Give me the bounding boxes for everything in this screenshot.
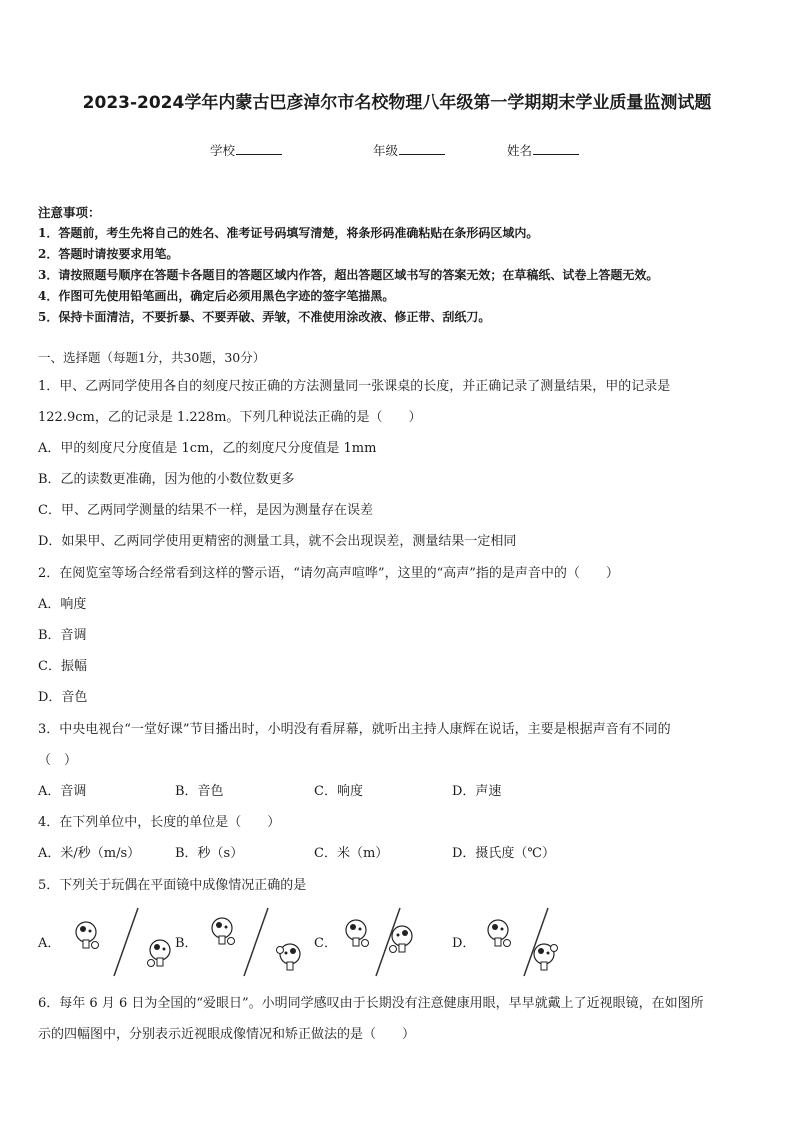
question-3-stem: 3．中央电视台“一堂好课”节目播出时，小明没有看屏幕，就听出主持人康辉在说话，主要是根据声音有不同的 [38, 722, 671, 737]
grade-label: 年级 [373, 143, 399, 158]
page-title: 2023-2024学年内蒙古巴彦淖尔市名校物理八年级第一学期期末学业质量监测试题 [82, 93, 712, 113]
question-3-option-a[interactable]: A．音调 [38, 784, 87, 799]
note-item: 3．请按照题号顺序在答题卡各题目的答题区域内作答，超出答题区域书写的答案无效；在草稿纸、试卷上答题无效。 [38, 268, 659, 282]
question-4-option-b[interactable]: B．秒（s） [175, 846, 244, 861]
mirror-figure-d[interactable] [478, 906, 588, 978]
name-blank[interactable] [533, 142, 579, 155]
question-5-option-a-label[interactable]: A． [38, 936, 61, 951]
question-4-stem: 4．在下列单位中，长度的单位是（ ） [38, 815, 281, 830]
question-5-stem: 5．下列关于玩偶在平面镜中成像情况正确的是 [38, 878, 307, 893]
question-4-option-d[interactable]: D．摄氏度（℃） [452, 846, 555, 861]
toy-object-icon [488, 920, 511, 947]
notes-title: 注意事项： [38, 205, 101, 220]
section-title: 一、选择题（每题1分，共30题，30分） [38, 350, 266, 365]
grade-field[interactable] [373, 141, 445, 159]
toy-object-icon [76, 922, 99, 949]
toy-image-icon [534, 944, 558, 970]
grade-blank[interactable] [399, 142, 445, 155]
question-5-option-b-label[interactable]: B． [175, 936, 198, 951]
school-field[interactable] [210, 141, 282, 159]
question-5-option-d-label[interactable]: D． [452, 936, 476, 951]
question-1-stem: 1．甲、乙两同学使用各自的刻度尺按正确的方法测量同一张课桌的长度，并正确记录了测量结果，甲的记录是 [38, 379, 671, 394]
question-1-option-c[interactable]: C．甲、乙两同学测量的结果不一样，是因为测量存在误差 [38, 503, 373, 518]
question-4-option-c[interactable]: C．米（m） [314, 846, 389, 861]
toy-image-icon [277, 944, 301, 970]
school-label: 学校 [210, 143, 236, 158]
note-item: 1．答题前，考生先将自己的姓名、准考证号码填写清楚，将条形码准确粘贴在条形码区域内。 [38, 226, 539, 240]
question-2-option-b[interactable]: B．音调 [38, 628, 87, 643]
question-2-option-a[interactable]: A．响度 [38, 597, 87, 612]
question-2-option-d[interactable]: D．音色 [38, 690, 88, 705]
question-6-stem-cont: 示的四幅图中，分别表示近视眼成像情况和矫正做法的是（ ） [38, 1027, 416, 1042]
question-2-stem: 2．在阅览室等场合经常看到这样的警示语，“请勿高声喧哗”，这里的“高声”指的是声音中的（ ） [38, 566, 619, 581]
question-5-option-c-label[interactable]: C． [314, 936, 337, 951]
note-item: 2．答题时请按要求用笔。 [38, 247, 179, 261]
note-item: 5．保持卡面清洁，不要折暴、不要弄破、弄皱，不准使用涂改液、修正带、刮纸刀。 [38, 310, 491, 324]
school-blank[interactable] [236, 142, 282, 155]
mirror-figure-b[interactable] [204, 906, 314, 978]
student-info-line [0, 141, 794, 161]
question-1-option-d[interactable]: D．如果甲、乙两同学使用更精密的测量工具，就不会出现误差，测量结果一定相同 [38, 534, 517, 549]
question-1-option-b[interactable]: B．乙的读数更准确，因为他的小数位数更多 [38, 472, 295, 487]
mirror-figure-c[interactable] [340, 906, 450, 978]
question-5-figures [38, 906, 598, 978]
question-3-option-d[interactable]: D．声速 [452, 784, 502, 799]
question-6-stem: 6．每年 6 月 6 日为全国的“爱眼日”。小明同学感叹由于长期没有注意健康用眼，早早就戴上了近视眼镜，在如图所 [38, 996, 704, 1011]
note-item: 4．作图可先使用铅笔画出，确定后必须用黑色字迹的签字笔描黑。 [38, 289, 395, 303]
toy-object-icon [346, 920, 369, 947]
mirror-figure-a[interactable] [68, 906, 178, 978]
question-4-option-a[interactable]: A．米/秒（m/s） [38, 846, 141, 861]
question-3-stem-cont: （ ） [38, 753, 78, 768]
question-3-option-c[interactable]: C．响度 [314, 784, 363, 799]
name-label: 姓名 [507, 143, 533, 158]
question-1-stem-cont: 122.9cm，乙的记录是 1.228m。下列几种说法正确的是（ ） [38, 410, 422, 425]
question-2-option-c[interactable]: C．振幅 [38, 659, 87, 674]
question-3-option-b[interactable]: B．音色 [175, 784, 224, 799]
name-field[interactable] [507, 141, 579, 159]
question-1-option-a[interactable]: A．甲的刻度尺分度值是 1cm，乙的刻度尺分度值是 1mm [38, 441, 377, 456]
toy-image-icon [148, 940, 171, 967]
toy-object-icon [212, 918, 235, 945]
